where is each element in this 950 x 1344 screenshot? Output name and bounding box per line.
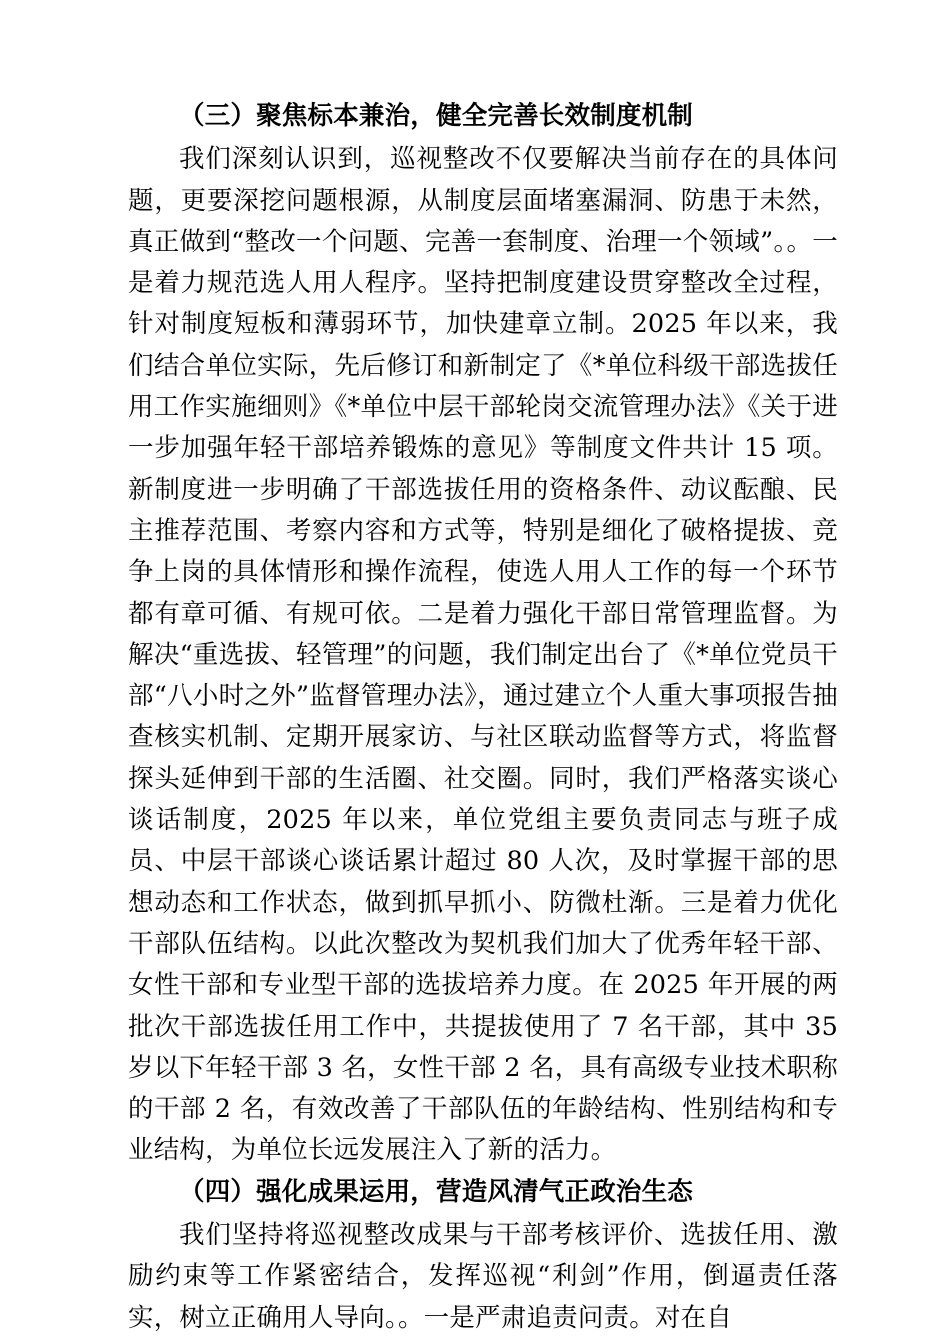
section-heading-4: （四）强化成果运用，营造风清气正政治生态 bbox=[179, 1176, 694, 1207]
section-heading-3: （三）聚焦标本兼治，健全完善长效制度机制 bbox=[179, 101, 694, 131]
document-body bbox=[128, 96, 838, 1339]
section-3-body: 我们深刻认识到，巡视整改不仅要解决当前存在的具体问题，更要深挖问题根源，从制度层面堵塞漏洞、防患于未然，真正做到“整改一个问题、完善一套制度、治理一个领域”。。一是着力规范选人用人程序。坚持把制度建设贯穿整改全过程，针对制度短板和薄弱环节，加快建章立制。2025 年以来，我们结合单位实际，先后修订和新制定了《*单位科级干部选拔任用工作实施细则》《*单位中层干部轮岗交流管理办法》《关于进一步加强年轻干部培养锻炼的意见》等制度文件共计 15 项。新制度进一步明确了干部选拔任用的资格条件、动议酝酿、民主推荐范围、考察内容和方式等，特别是细化了破格提拔、竞争上岗的具体情形和操作流程，使选人用人工作的每一个环节都有章可循、有规可依。二是着力强化干部日常管理监督。为解决“重选拔、轻管理”的问题，我们制定出台了《*单位党员干部“八小时之外”监督管理办法》，通过建立个人重大事项报告抽查核实机制、定期开展家访、与社区联动监督等方式，将监督探头延伸到干部的生活圈、社交圈。同时，我们严格落实谈心谈话制度，2025 年以来，单位党组主要负责同志与班子成员、中层干部谈心谈话累计超过 80 人次，及时掌握干部的思想动态和工作状态，做到抓早抓小、防微杜渐。三是着力优化干部队伍结构。以此次整改为契机我们加大了优秀年轻干部、女性干部和专业型干部的选拔培养力度。在 2025 年开展的两批次干部选拔任用工作中，共提拔使用了 7 名干部，其中 35 岁以下年轻干部 3 名，女性干部 2 名，具有高级专业技术职称的干部 2 名，有效改善了干部队伍的年龄结构、性别结构和专业结构，为单位长远发展注入了新的活力。 bbox=[128, 144, 838, 1166]
section-4-body: 我们坚持将巡视整改成果与干部考核评价、选拔任用、激励约束等工作紧密结合，发挥巡视“利剑”作用，倒逼责任落实，树立正确用人导向。。一是严肃追责问责。对在自 bbox=[128, 1220, 838, 1333]
